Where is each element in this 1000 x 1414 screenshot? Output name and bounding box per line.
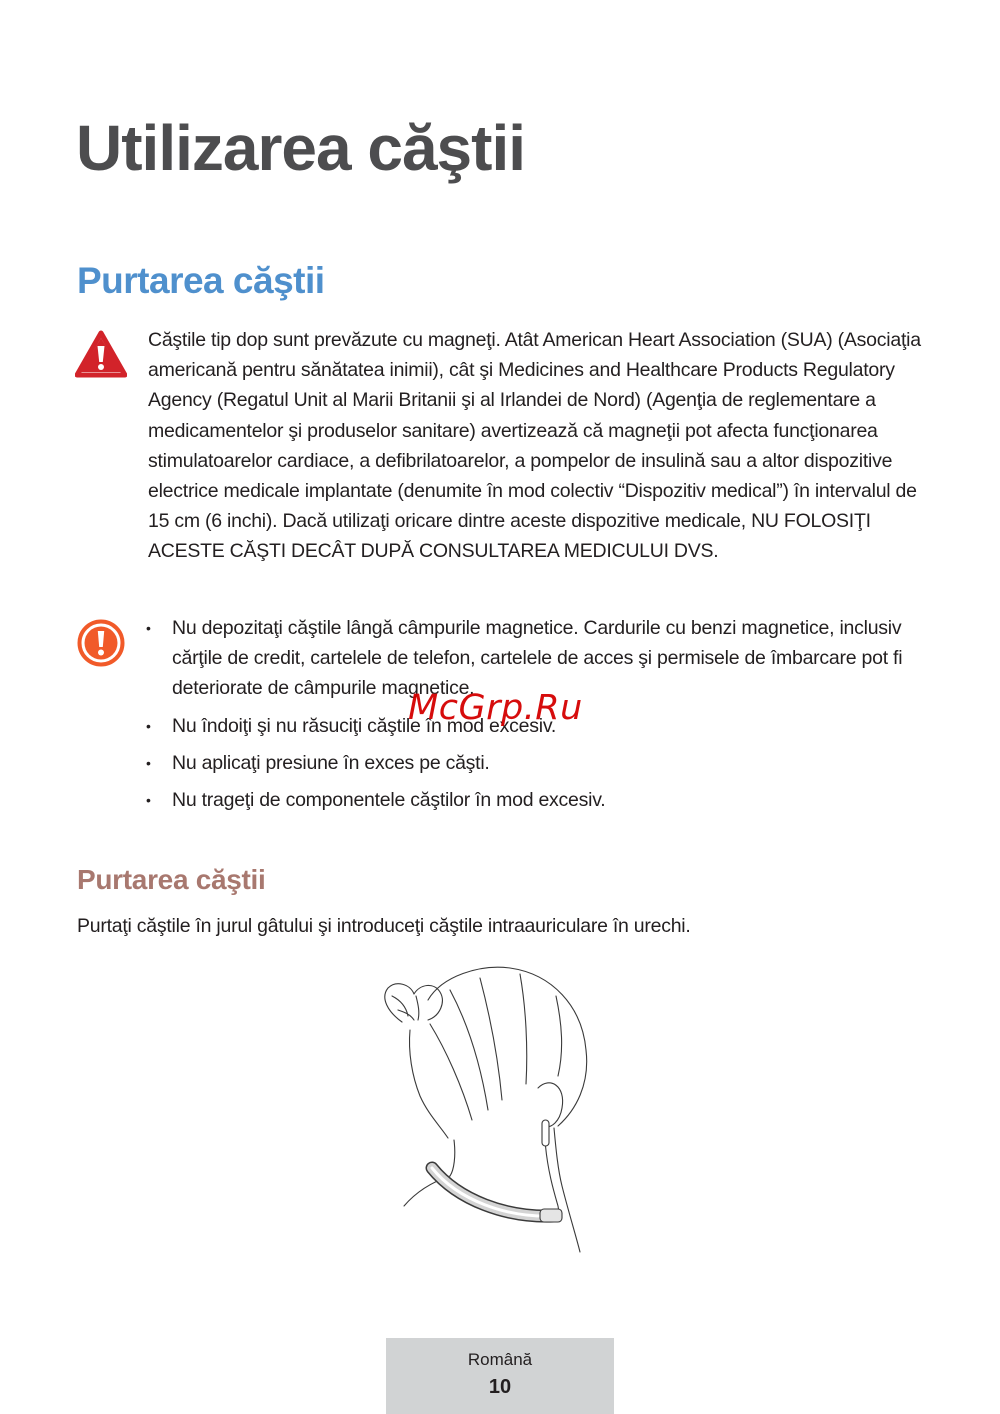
page-footer: [386, 1338, 614, 1414]
caution-item-text: Nu îndoiţi şi nu răsuciţi căştile în mod excesiv.: [172, 714, 557, 737]
bullet: •: [146, 717, 151, 734]
person-wearing-neckband-headset-illustration: [370, 960, 610, 1260]
warning-triangle-icon: [75, 330, 127, 378]
caution-item-text: Nu trageţi de componentele căştilor în mod excesiv.: [172, 789, 606, 812]
instruction-text: Purtaţi căştile în jurul gâtului şi introduceţi căştile intraauriculare în urechi.: [77, 915, 691, 937]
watermark: McGrp.Ru: [408, 688, 583, 728]
caution-circle-icon: [77, 619, 125, 667]
page-number: 10: [488, 1376, 512, 1398]
bullet: •: [146, 620, 151, 636]
caution-item-text: Nu depozitaţi căştile lângă câmpurile magnetice. Cardurile cu benzi magnetice, inclusiv cărţile de credit, cartelele de telefon, cartelele de acces şi permisele de îmbarcare pot fi deteriorate de câmpurile magnetice.: [172, 617, 903, 700]
bullet: •: [146, 754, 151, 771]
page-title: Utilizarea căştii: [76, 112, 525, 184]
magnet-warning-text: Căştile tip dop sunt prevăzute cu magneţi. Atât American Heart Association (SUA) (Asociaţia americană pentru sănătatea inimii), cât şi Medicines and Healthcare Products Regulatory Agency (Regatul Unit al Marii Britanii şi al Irlandei de Nord) (Agenţia de reglementare a medicamentelor şi produselor sanitare) avertizează că magneţii pot afecta funcţionarea stimulatoarelor cardiace, a defibrilatoarelor, a pompelor de insulină sau a altor dispozitive electrice medicale implantate (denumite în mod colectiv “Dispozitiv medical”) în intervalul de 15 cm (6 inchi). Dacă utilizaţi oricare dintre aceste dispozitive medicale, NU FOLOSIŢI ACESTE CĂŞTI DECÂT DUPĂ CONSULTAREA MEDICULUI DVS.: [148, 329, 921, 563]
list-item: [144, 748, 914, 778]
list-item: [144, 785, 914, 815]
bullet: •: [146, 792, 151, 809]
caution-item-text: Nu aplicaţi presiune în exces pe căşti.: [172, 751, 490, 774]
footer-language: Română: [467, 1350, 533, 1369]
subsection-title: Purtarea căştii: [77, 864, 266, 895]
section-title: Purtarea căştii: [77, 260, 325, 301]
